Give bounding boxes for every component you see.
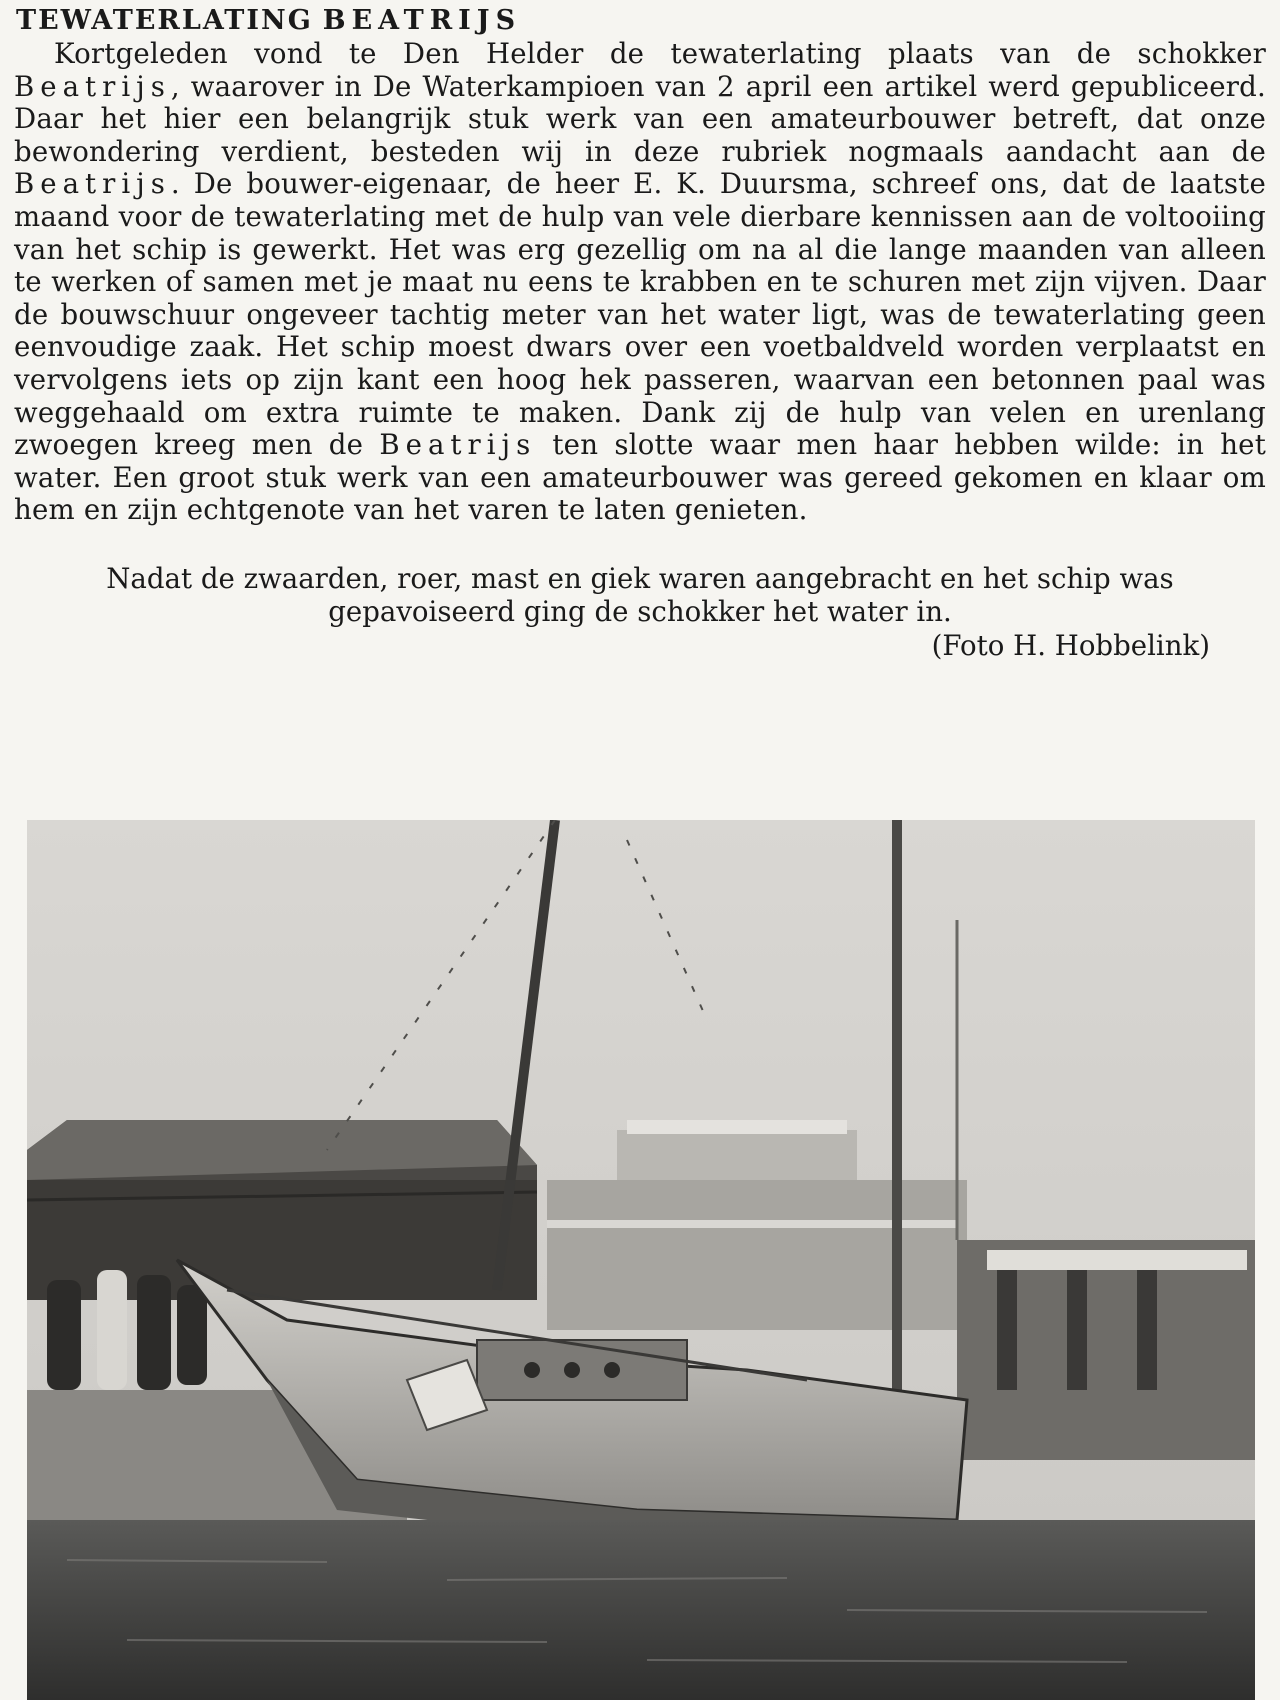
article-text-part: , waarover in De Waterkampioen van 2 april een artikel werd gepubliceerd. Daar het hier een belangrijk stuk werk van een amateurbouwer betreft, dat onze bewondering verdient, besteden wij in deze rubriek nogmaals aandacht aan de — [14, 69, 1266, 168]
ship-name: Beatrijs — [14, 167, 171, 201]
ship-name: Beatrijs — [379, 428, 537, 462]
water — [27, 1520, 1255, 1700]
article-text-part: ten slotte waar men haar hebben wilde: in het water. Een groot stuk werk van een amateurbouwer was gereed gekomen en klaar om hem en zijn echtgenote van het varen te laten genieten. — [14, 428, 1266, 527]
article-text-part: Kortgeleden vond te Den Helder de tewaterlating plaats van de schokker — [54, 37, 1266, 70]
ship-name: Beatrijs — [14, 69, 171, 103]
people — [47, 1270, 207, 1390]
newspaper-clipping — [14, 0, 1266, 663]
article-title-word: TEWATERLATING — [16, 5, 313, 36]
article-body — [14, 38, 1266, 527]
photo-credit: (Foto H. Hobbelink) — [931, 629, 1210, 663]
article-text-part: . De bouwer-eigenaar, de heer E. K. Duursma, schreef ons, dat de laatste maand voor de tewaterlating met de hulp van vele dierbare kennissen aan de voltooiing van het schip is gewerkt. Het was erg gezellig om na al die lange maanden van alleen te werken of samen met je maat nu eens te krabben en te schuren met zijn vijven. Daar de bouwschuur ongeveer tachtig meter van het water ligt, was de tewaterlating geen eenvoudige zaak. Het schip moest dwars over een voetbaldveld worden verplaatst en vervolgens iets op zijn kant een hoog hek passeren, waarvan een betonnen paal was weggehaald om extra ruimte te maken. Dank zij de hulp van velen en urenlang zwoegen kreeg men de — [14, 167, 1266, 462]
boat-launch-photo — [27, 820, 1255, 1700]
boat-launch-illustration — [27, 820, 1255, 1700]
article-title — [16, 4, 1266, 38]
article-title-name: BEATRIJS — [322, 5, 522, 36]
photo-caption: Nadat de zwaarden, roer, mast en giek waren aangebracht en het schip was gepavoiseerd ging de schokker het water in. — [106, 561, 1174, 628]
